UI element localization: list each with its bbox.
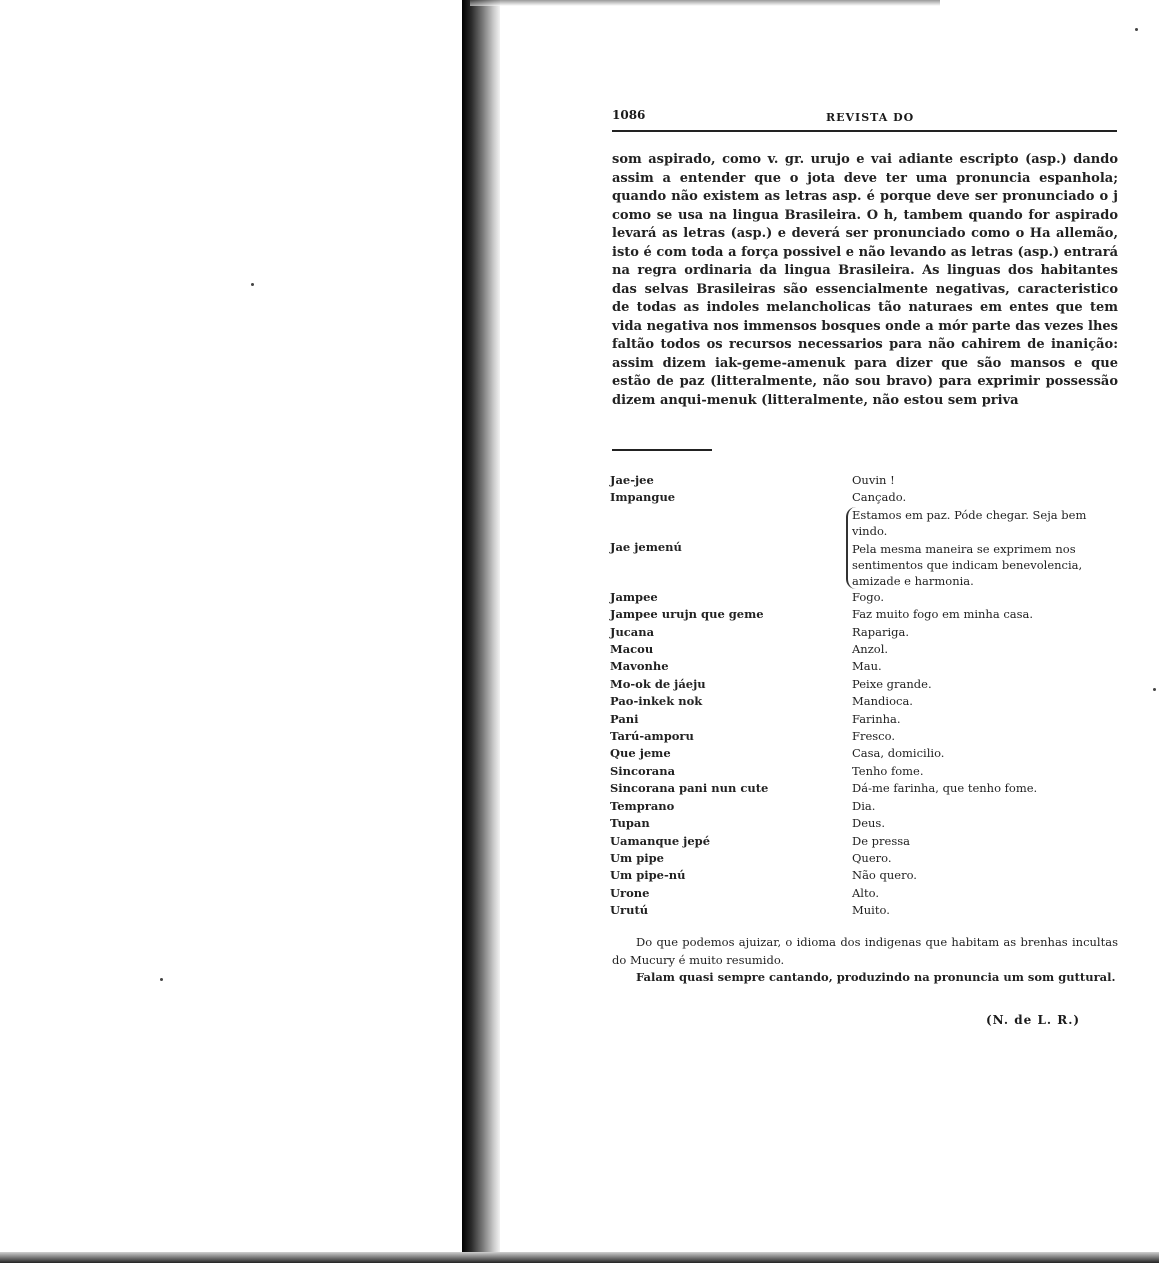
vocab-term: Pani (610, 711, 639, 726)
vocab-term: Macou (610, 642, 654, 657)
book-spine-shadow (462, 0, 500, 1263)
vocab-meaning: Muito. (852, 903, 890, 918)
closing-paragraph: Do que podemos ajuizar, o idioma dos indigenas que habitam as brenhas incultas do Mucury é muito resumido. (612, 935, 1118, 967)
header-rule (612, 130, 1117, 132)
vocab-term: Tarú-amporu (610, 729, 694, 744)
vocab-meaning: Cançado. (852, 490, 907, 505)
vocab-row (610, 624, 1122, 641)
vocab-row (610, 902, 1122, 919)
vocab-meaning: Dia. (852, 798, 876, 813)
vocab-row (610, 728, 1122, 745)
vocab-row (610, 641, 1122, 658)
vocab-meaning: Anzol. (852, 642, 889, 657)
vocab-meaning: Peixe grande. (852, 676, 932, 691)
vocab-meaning: Ouvin ! (852, 473, 895, 487)
closing-section (612, 934, 1118, 987)
vocab-term: Impangue (610, 490, 676, 505)
vocab-row (610, 885, 1122, 902)
vocab-term: Jae-jee (610, 473, 654, 487)
vocab-row (610, 658, 1122, 675)
vocab-meaning: Mandioca. (852, 694, 913, 709)
running-title: REVISTA DO (826, 111, 915, 124)
vocab-row (610, 798, 1122, 815)
closing-paragraph: Falam quasi sempre cantando, produzindo na pronuncia um som guttural. (636, 970, 1116, 984)
vocab-row (610, 850, 1122, 867)
brace-group (846, 507, 1122, 589)
vocabulary-table (610, 472, 1122, 920)
vocab-meaning: Tenho fome. (852, 763, 924, 778)
vocab-term: Jucana (610, 624, 655, 639)
vocab-row (610, 745, 1122, 762)
vocab-meaning: Faz muito fogo em minha casa. (852, 607, 1034, 622)
vocab-term: Mo-ok de jáeju (610, 676, 706, 691)
vocab-term: Que jeme (610, 746, 671, 761)
vocab-row (610, 606, 1122, 623)
vocab-row (610, 589, 1122, 606)
vocab-meaning: Mau. (852, 659, 882, 674)
page-bottom-edge (0, 1252, 1159, 1263)
vocab-meaning: Casa, domicilio. (852, 746, 945, 761)
vocab-meaning: De pressa (852, 833, 911, 848)
scan-speck (251, 283, 254, 286)
vocab-row (610, 489, 1122, 506)
vocab-term: Uamanque jepé (610, 833, 711, 848)
vocab-term: Temprano (610, 798, 675, 813)
vocab-term: Jampee urujn que geme (610, 607, 764, 622)
vocab-meaning: Pela mesma maneira se exprimem nos sentimentos que indicam benevolencia, amizade e harmonia. (852, 541, 1083, 588)
vocab-meaning: Estamos em paz. Póde chegar. Seja bem vindo. (852, 507, 1087, 538)
vocab-row (610, 676, 1122, 693)
vocab-row (610, 693, 1122, 710)
body-paragraph: som aspirado, como v. gr. urujo e vai adiante escripto (asp.) dando assim a entender que o jota deve ter uma pronuncia espanhola; quando não existem as letras asp. é porque deve ser pronunciado o j como se usa na lingua Brasileira. O h, tambem quando for aspirado levará as letras (asp.) e deverá ser pronunciado como o Ha allemão, isto é com toda a força possivel e não levando as letras (asp.) entrará na regra ordinaria da lingua Brasileira. As linguas dos habitantes das selvas Brasileiras são essencialmente negativas, caracteristico de todas as indoles melancholicas tão naturaes em entes que tem vida negativa nos immensos bosques onde a mór parte das vezes lhes faltão todos os recursos necessarios para não cahirem de inanição: assim dizem iak-geme-amenuk para dizer que são mansos e que estão de paz (litteralmente, não sou bravo) para exprimir possessão dizem anqui-menuk (litteralmente, não estou sem priva (612, 152, 1118, 408)
scan-speck (1135, 28, 1138, 31)
scan-speck (1153, 688, 1156, 691)
vocab-term: Mavonhe (610, 659, 669, 674)
vocab-term: Tupan (610, 816, 650, 831)
vocab-row (610, 815, 1122, 832)
attribution: (N. de L. R.) (986, 1013, 1081, 1027)
vocab-term: Urutú (610, 903, 649, 918)
vocab-meaning: Dá-me farinha, que tenho fome. (852, 781, 1038, 796)
footnote-rule (612, 449, 712, 451)
vocab-row (610, 833, 1122, 850)
vocab-term: Sincorana pani nun cute (610, 781, 769, 796)
vocab-meaning-group (846, 507, 1122, 589)
vocab-term: Jampee (610, 589, 658, 604)
main-paragraph (612, 151, 1118, 410)
vocab-row (610, 867, 1122, 884)
vocab-meaning: Alto. (852, 885, 879, 900)
vocab-meaning: Fogo. (852, 589, 885, 604)
vocab-term: Jae jemenú (610, 540, 682, 555)
vocab-term: Urone (610, 885, 650, 900)
vocab-row (610, 780, 1122, 797)
page-number: 1086 (612, 108, 646, 122)
page-top-edge (470, 0, 940, 6)
vocab-term: Sincorana (610, 763, 676, 778)
vocab-meaning: Rapariga. (852, 624, 910, 639)
vocab-meaning: Deus. (852, 816, 885, 831)
vocab-meaning: Quero. (852, 850, 892, 865)
vocab-row (610, 711, 1122, 728)
vocab-row (610, 472, 1122, 489)
vocab-term: Um pipe (610, 850, 664, 865)
vocab-row-grouped (610, 507, 1122, 589)
vocab-term: Pao-inkek nok (610, 694, 703, 709)
scan-speck (160, 978, 163, 981)
vocab-meaning: Não quero. (852, 868, 917, 883)
vocab-meaning: Farinha. (852, 711, 901, 726)
page-header (612, 108, 1117, 130)
vocab-row (610, 763, 1122, 780)
vocab-meaning: Fresco. (852, 729, 896, 744)
vocab-term: Um pipe-nú (610, 868, 686, 883)
